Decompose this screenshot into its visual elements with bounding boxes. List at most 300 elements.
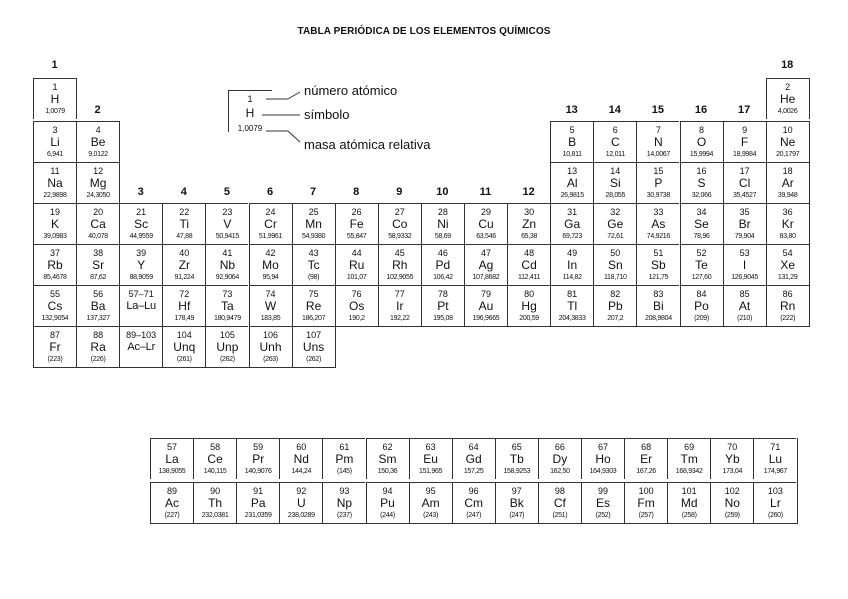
atomic-number: 14 — [610, 166, 621, 176]
atomic-mass: 118,710 — [603, 274, 627, 281]
atomic-number: 33 — [653, 207, 664, 217]
atomic-mass: 140,115 — [203, 468, 227, 475]
atomic-number: 43 — [308, 248, 319, 258]
element-symbol: Rb — [47, 258, 63, 272]
atomic-number: 98 — [554, 486, 565, 496]
atomic-mass: 91,224 — [174, 274, 195, 281]
element-symbol: Xe — [780, 258, 796, 272]
atomic-number: 93 — [339, 486, 350, 496]
atomic-mass: 131,29 — [777, 274, 798, 281]
atomic-mass: 15,9994 — [689, 151, 714, 158]
element-symbol: Sn — [607, 258, 623, 272]
legend-sample-symbol: H — [245, 106, 255, 120]
atomic-mass: 92,9064 — [215, 274, 239, 281]
atomic-number: 21 — [136, 207, 147, 217]
element-symbol: Pt — [437, 299, 449, 313]
atomic-mass: (262) — [306, 356, 322, 363]
atomic-number: 51 — [653, 248, 664, 258]
atomic-number: 23 — [222, 207, 233, 217]
element-symbol: Tl — [567, 299, 578, 313]
legend-sample-mass: 1,0079 — [237, 124, 263, 133]
element-symbol: Fm — [637, 496, 655, 510]
atomic-mass: 30,9738 — [646, 192, 670, 199]
atomic-mass: 69,723 — [562, 233, 582, 240]
atomic-number: 28 — [437, 207, 448, 217]
group-label-3: 3 — [137, 186, 144, 198]
atomic-number: 79 — [480, 289, 491, 299]
element-symbol: Fe — [349, 217, 364, 231]
element-symbol: H — [50, 92, 60, 106]
atomic-mass: 126,9045 — [731, 274, 758, 281]
element-symbol: V — [223, 217, 232, 231]
element-symbol: Sb — [651, 258, 666, 272]
element-symbol: Si — [609, 176, 621, 190]
atomic-mass: 10,811 — [562, 151, 582, 158]
atomic-mass: 164,9303 — [589, 468, 617, 475]
element-symbol: No — [724, 496, 740, 510]
atomic-number: 31 — [567, 207, 578, 217]
atomic-number: 25 — [308, 207, 319, 217]
atomic-mass: (247) — [466, 512, 482, 519]
atomic-number: 70 — [727, 442, 738, 452]
atomic-number: 22 — [179, 207, 190, 217]
atomic-mass: (145) — [336, 468, 352, 475]
atomic-number: 53 — [739, 248, 750, 258]
atomic-number: 38 — [93, 248, 104, 258]
element-symbol: Ac — [164, 496, 179, 510]
element-symbol: Pr — [252, 452, 265, 466]
atomic-mass: 190,2 — [348, 315, 365, 322]
atomic-number: 82 — [610, 289, 621, 299]
group-label-9: 9 — [396, 186, 403, 198]
atomic-mass: 40,078 — [88, 233, 108, 240]
atomic-mass: (252) — [595, 512, 611, 519]
atomic-mass: 140,9076 — [244, 468, 272, 475]
atomic-mass: (209) — [694, 315, 709, 322]
atomic-number: 78 — [437, 289, 448, 299]
element-symbol: Unq — [173, 340, 196, 354]
element-symbol: W — [264, 299, 277, 313]
atomic-number: 30 — [524, 207, 535, 217]
atomic-number: 61 — [339, 442, 350, 452]
atomic-mass: 121,75 — [648, 274, 669, 281]
element-symbol: Ac–Lr — [127, 341, 156, 353]
atomic-mass: (223) — [47, 356, 63, 363]
atomic-number: 57 — [166, 442, 177, 452]
atomic-number: 97 — [511, 486, 522, 496]
atomic-number: 86 — [782, 289, 793, 299]
atomic-number: 69 — [684, 442, 695, 452]
atomic-number: 54 — [782, 248, 793, 258]
group-label-8: 8 — [353, 186, 360, 198]
atomic-number: 101 — [681, 486, 697, 496]
element-symbol: Sc — [134, 217, 149, 231]
element-symbol: U — [296, 496, 306, 510]
atomic-mass: 195,08 — [433, 315, 453, 322]
element-symbol: Ir — [396, 299, 404, 313]
element-symbol: Mn — [305, 217, 322, 231]
element-symbol: Ca — [90, 217, 106, 231]
atomic-mass: 28,055 — [605, 192, 626, 199]
atomic-number: 50 — [610, 248, 621, 258]
atomic-mass: 138,9055 — [158, 468, 186, 475]
element-symbol: Cm — [464, 496, 484, 510]
atomic-mass: 65,38 — [521, 233, 538, 240]
atomic-mass: 9,0122 — [88, 151, 108, 158]
atomic-number: 72 — [179, 289, 190, 299]
element-symbol: Be — [90, 135, 106, 149]
atomic-mass: 50,9415 — [215, 233, 239, 240]
atomic-mass: 24,3050 — [86, 192, 110, 199]
atomic-number: 105 — [219, 330, 235, 340]
atomic-number: 48 — [524, 248, 535, 258]
element-symbol: Pb — [607, 299, 623, 313]
atomic-mass: 178,49 — [174, 315, 195, 322]
atomic-mass: (210) — [737, 315, 753, 322]
atomic-mass: 39,948 — [777, 192, 798, 199]
atomic-mass: (257) — [638, 512, 654, 519]
atomic-mass: 168,9342 — [675, 468, 703, 475]
atomic-mass: (243) — [423, 512, 439, 519]
atomic-number: 10 — [782, 125, 793, 135]
element-symbol: Md — [680, 496, 698, 510]
element-symbol: Bk — [509, 496, 524, 510]
element-symbol: Pa — [250, 496, 266, 510]
atomic-mass: 35,4527 — [732, 192, 757, 199]
element-symbol: Br — [738, 217, 751, 231]
atomic-mass: 173,04 — [722, 468, 743, 475]
element-symbol: Au — [478, 299, 494, 313]
group-label-6: 6 — [266, 186, 274, 198]
atomic-number: 3 — [52, 125, 58, 135]
element-symbol: Mo — [262, 258, 279, 272]
atomic-mass: 74,9216 — [646, 233, 670, 240]
element-symbol: S — [697, 176, 706, 190]
atomic-number: 74 — [265, 289, 276, 299]
atomic-number: 102 — [724, 486, 740, 496]
legend-sample-number: 1 — [247, 94, 253, 104]
element-symbol: Pd — [435, 258, 451, 272]
atomic-mass: 192,22 — [389, 315, 410, 322]
atomic-number: 103 — [767, 486, 783, 496]
atomic-number: 92 — [296, 486, 307, 496]
atomic-number: 64 — [468, 442, 479, 452]
element-symbol: Ge — [607, 217, 624, 231]
atomic-mass: 196,9665 — [472, 315, 500, 322]
atomic-number: 20 — [93, 207, 104, 217]
atomic-number: 2 — [785, 82, 791, 92]
atomic-mass: 87,62 — [90, 274, 107, 281]
atomic-number: 75 — [308, 289, 319, 299]
element-symbol: Ar — [781, 176, 794, 190]
atomic-mass: 101,07 — [346, 274, 367, 281]
atomic-mass: 26,9815 — [560, 192, 584, 199]
atomic-mass: 95,94 — [262, 274, 279, 281]
atomic-mass: 72,61 — [607, 233, 624, 240]
group-label-11: 11 — [479, 186, 492, 198]
atomic-mass: 132,9054 — [41, 315, 69, 322]
element-symbol: Eu — [423, 452, 438, 466]
element-symbol: Unp — [216, 340, 239, 354]
element-symbol: Cu — [478, 217, 494, 231]
element-symbol: Rn — [780, 299, 796, 313]
element-symbol: Po — [694, 299, 709, 313]
element-symbol: Pm — [335, 452, 354, 466]
element-symbol: Es — [595, 496, 610, 510]
atomic-mass: (226) — [90, 356, 106, 363]
atomic-number: 9 — [742, 125, 748, 135]
legend-label-number: número atómico — [304, 83, 398, 98]
element-symbol: At — [738, 299, 751, 313]
atomic-number: 26 — [351, 207, 362, 217]
element-symbol: Sm — [378, 452, 397, 466]
atomic-number: 94 — [382, 486, 393, 496]
atomic-number: 7 — [655, 125, 661, 135]
atomic-mass: 32,066 — [691, 192, 712, 199]
atomic-number: 42 — [265, 248, 276, 258]
element-symbol: Y — [137, 258, 146, 272]
atomic-mass: 102,9055 — [386, 274, 414, 281]
atomic-mass: 200,59 — [519, 315, 539, 322]
legend-label-symbol: símbolo — [304, 107, 350, 122]
group-label-5: 5 — [223, 186, 230, 198]
atomic-number: 96 — [468, 486, 479, 496]
atomic-mass: (244) — [380, 512, 395, 519]
element-symbol: Cd — [521, 258, 537, 272]
element-symbol: O — [696, 135, 707, 149]
group-label-17: 17 — [737, 104, 751, 116]
atomic-mass: (260) — [767, 512, 783, 519]
atomic-number: 99 — [597, 486, 608, 496]
element-symbol: As — [651, 217, 666, 231]
element-symbol: K — [50, 217, 59, 231]
atomic-mass: (261) — [176, 356, 192, 363]
atomic-mass: (263) — [263, 356, 278, 363]
element-symbol: Ni — [437, 217, 449, 231]
element-symbol: Li — [50, 135, 60, 149]
atomic-number: 11 — [50, 166, 60, 176]
element-symbol: Ne — [780, 135, 796, 149]
atomic-mass: 78,96 — [693, 233, 710, 240]
atomic-mass: (251) — [552, 512, 568, 519]
atomic-mass: (237) — [336, 512, 352, 519]
atomic-number: 76 — [351, 289, 362, 299]
atomic-mass: (259) — [724, 512, 740, 519]
element-symbol: Rh — [392, 258, 408, 272]
atomic-number: 100 — [638, 486, 654, 496]
atomic-mass: 54,9380 — [301, 233, 326, 240]
atomic-number: 18 — [782, 166, 793, 176]
atomic-mass: (98) — [307, 274, 320, 281]
atomic-number: 89–103 — [126, 330, 157, 340]
group-label-7: 7 — [310, 186, 317, 198]
group-label-12: 12 — [522, 186, 535, 198]
atomic-number: 83 — [653, 289, 664, 299]
element-symbol: F — [740, 135, 749, 149]
atomic-mass: 22,9898 — [43, 192, 67, 199]
atomic-number: 29 — [480, 207, 491, 217]
element-symbol: Gd — [465, 452, 482, 466]
element-symbol: He — [780, 92, 796, 106]
atomic-mass: 88,9059 — [129, 274, 153, 281]
atomic-mass: (258) — [681, 512, 697, 519]
element-symbol: Ag — [478, 258, 494, 272]
atomic-mass: 114,82 — [562, 274, 582, 281]
group-label-1: 1 — [51, 59, 58, 71]
atomic-mass: 137,327 — [86, 315, 110, 322]
atomic-mass: 20,1797 — [776, 151, 800, 158]
element-symbol: Fr — [49, 340, 61, 354]
atomic-number: 107 — [306, 330, 322, 340]
atomic-number: 85 — [739, 289, 750, 299]
atomic-mass: 144,24 — [291, 468, 312, 475]
atomic-number: 49 — [567, 248, 578, 258]
group-label-18: 18 — [781, 59, 794, 71]
element-symbol: Ba — [90, 299, 106, 313]
element-symbol: Yb — [724, 452, 740, 466]
element-symbol: Kr — [781, 217, 794, 231]
atomic-number: 81 — [567, 289, 578, 299]
element-symbol: Os — [349, 299, 365, 313]
atomic-mass: 107,8682 — [472, 274, 500, 281]
atomic-number: 90 — [210, 486, 221, 496]
element-symbol: Cf — [553, 496, 566, 510]
atomic-mass: 150,36 — [377, 468, 398, 475]
atomic-mass: 183,85 — [260, 315, 281, 322]
atomic-mass: 83,80 — [779, 233, 796, 240]
atomic-mass: 151,965 — [418, 468, 443, 475]
element-symbol: Zn — [522, 217, 537, 231]
atomic-mass: 207,2 — [607, 315, 624, 322]
atomic-number: 59 — [253, 442, 264, 452]
atomic-number: 73 — [222, 289, 233, 299]
atomic-number: 40 — [179, 248, 190, 258]
element-symbol: Er — [640, 452, 653, 466]
atomic-mass: 106,42 — [433, 274, 453, 281]
element-symbol: Se — [694, 217, 709, 231]
atomic-mass: 6,941 — [46, 151, 64, 158]
atomic-mass: 12,011 — [605, 151, 625, 158]
element-symbol: Hf — [178, 299, 191, 313]
element-symbol: Zr — [178, 258, 190, 272]
element-symbol: Tm — [680, 452, 698, 466]
element-symbol: Np — [336, 496, 353, 510]
atomic-number: 34 — [696, 207, 707, 217]
atomic-mass: 4,0026 — [777, 108, 798, 115]
element-symbol: Tc — [307, 258, 320, 272]
group-label-15: 15 — [651, 104, 665, 116]
atomic-number: 71 — [770, 442, 781, 452]
atomic-mass: 157,25 — [463, 468, 484, 475]
element-symbol: I — [742, 258, 747, 272]
atomic-number: 4 — [95, 125, 101, 135]
atomic-mass: (227) — [164, 512, 180, 519]
atomic-mass: 158,9253 — [503, 468, 531, 475]
element-symbol: Am — [421, 496, 440, 510]
atomic-number: 17 — [739, 166, 750, 176]
atomic-number: 27 — [394, 207, 405, 217]
atomic-number: 88 — [93, 330, 104, 340]
atomic-number: 1 — [52, 82, 58, 92]
atomic-number: 95 — [425, 486, 436, 496]
element-symbol: Hg — [521, 299, 537, 313]
atomic-mass: 204,3833 — [558, 315, 586, 322]
atomic-mass: 127,60 — [691, 274, 712, 281]
atomic-number: 16 — [696, 166, 707, 176]
element-symbol: Tb — [509, 452, 524, 466]
element-symbol: Re — [305, 299, 322, 313]
atomic-number: 24 — [265, 207, 276, 217]
atomic-number: 39 — [136, 248, 147, 258]
atomic-mass: 51,9961 — [258, 233, 283, 240]
element-symbol: Sr — [92, 258, 105, 272]
atomic-number: 66 — [554, 442, 565, 452]
atomic-mass: 79,904 — [734, 233, 755, 240]
element-symbol: Pu — [380, 496, 395, 510]
atomic-mass: (222) — [780, 315, 796, 322]
element-symbol: Unh — [259, 340, 282, 354]
element-symbol: Ru — [349, 258, 365, 272]
atomic-number: 45 — [394, 248, 405, 258]
element-symbol: La — [165, 452, 179, 466]
atomic-number: 56 — [93, 289, 104, 299]
atomic-mass: 231,0359 — [244, 512, 272, 519]
atomic-number: 44 — [351, 248, 362, 258]
element-symbol: B — [568, 135, 577, 149]
atomic-number: 91 — [253, 486, 264, 496]
atomic-number: 19 — [49, 207, 60, 217]
atomic-mass: 1,0079 — [45, 108, 65, 115]
atomic-number: 57–71 — [128, 289, 154, 299]
atomic-mass: 85,4678 — [43, 274, 67, 281]
page-title: TABLA PERIÓDICA DE LOS ELEMENTOS QUÍMICOS — [297, 26, 551, 37]
atomic-mass: 180,9479 — [213, 315, 241, 322]
element-symbol: Ho — [595, 452, 611, 466]
group-label-10: 10 — [436, 186, 449, 198]
legend-label-mass: masa atómica relativa — [304, 137, 431, 152]
atomic-number: 80 — [524, 289, 535, 299]
atomic-mass: 44,9559 — [129, 233, 153, 240]
element-symbol: Al — [566, 176, 578, 190]
atomic-mass: (247) — [509, 512, 525, 519]
atomic-number: 84 — [696, 289, 707, 299]
atomic-number: 106 — [262, 330, 279, 340]
element-symbol: Uns — [302, 340, 325, 354]
atomic-mass: 47,88 — [176, 233, 193, 240]
atomic-mass: 63,546 — [476, 233, 496, 240]
atomic-number: 41 — [222, 248, 233, 258]
atomic-mass: 238,0289 — [287, 512, 315, 519]
atomic-number: 89 — [166, 486, 177, 496]
atomic-mass: 58,9332 — [388, 233, 412, 240]
group-label-4: 4 — [180, 186, 187, 198]
element-symbol: Mg — [89, 176, 107, 190]
atomic-number: 52 — [696, 248, 707, 258]
element-symbol: Nb — [219, 258, 236, 272]
element-symbol: N — [654, 135, 663, 149]
element-symbol: P — [654, 176, 663, 190]
group-label-13: 13 — [565, 104, 578, 116]
element-symbol: Nd — [293, 452, 309, 466]
atomic-mass: 232,0381 — [201, 512, 229, 519]
atomic-mass: 112,411 — [518, 274, 541, 281]
group-label-2: 2 — [94, 104, 101, 116]
element-symbol: Lr — [770, 496, 781, 510]
element-symbol: Dy — [552, 452, 568, 466]
element-symbol: C — [610, 135, 620, 149]
element-symbol: Cr — [264, 217, 277, 231]
atomic-number: 6 — [612, 125, 618, 135]
